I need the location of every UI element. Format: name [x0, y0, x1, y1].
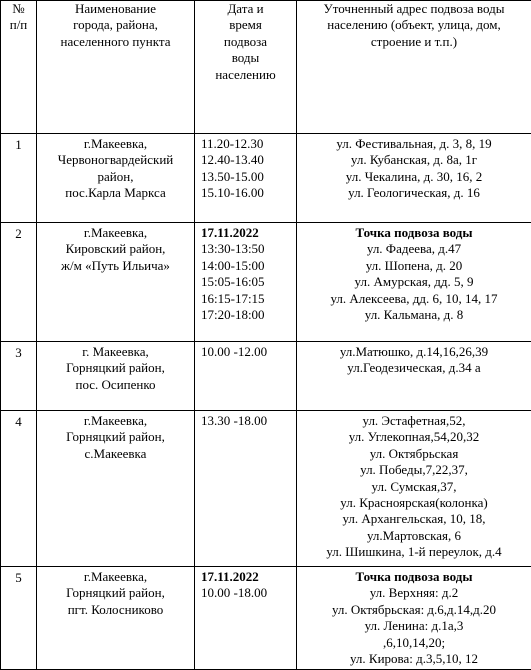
settlement-line: Горняцкий район, — [39, 360, 192, 376]
address-line: ул. Алексеева, дд. 6, 10, 14, 17 — [299, 291, 529, 307]
row-number — [1, 342, 37, 411]
address-line: ул.Матюшко, д.14,16,26,39 — [299, 344, 529, 360]
time-slot: 14:00-15:00 — [201, 258, 294, 274]
row-number-text: 5 — [15, 570, 22, 585]
row-address — [297, 134, 531, 223]
settlement-line: пгт. Колосниково — [39, 602, 192, 618]
delivery-date: 17.11.2022 — [201, 225, 294, 241]
address-line: ул. Октябрьская — [299, 446, 529, 462]
address-line: ул. Чекалина, д. 30, 16, 2 — [299, 169, 529, 185]
time-slot: 13.30 -18.00 — [201, 413, 294, 429]
settlement-line: г.Макеевка, — [39, 569, 192, 585]
address-line: ул. Кальмана, д. 8 — [299, 307, 529, 323]
address-line: ул. Шишкина, 1-й переулок, д.4 — [299, 544, 529, 560]
row-address — [297, 411, 531, 567]
settlement-line: пос.Карла Маркса — [39, 185, 192, 201]
settlement-line: г.Макеевка, — [39, 413, 192, 429]
address-line: ул. Архангельская, 10, 18, — [299, 511, 529, 527]
header-num — [1, 1, 37, 134]
header-address — [297, 1, 531, 134]
settlement-line: Червоногвардейский — [39, 152, 192, 168]
settlement-line: пос. Осипенко — [39, 377, 192, 393]
address-line: ул. Верхняя: д.2 — [299, 585, 529, 601]
row-number — [1, 411, 37, 567]
row-address — [297, 567, 531, 670]
address-line: ул. Ленина: д.1а,3 — [299, 618, 529, 634]
table-row — [1, 223, 531, 342]
time-slot: 13:30-13:50 — [201, 241, 294, 257]
address-line: ул. Красноярская(колонка) — [299, 495, 529, 511]
settlement-line: район, — [39, 169, 192, 185]
settlement-line: г. Макеевка, — [39, 344, 192, 360]
address-line: ул. Амурская, дд. 5, 9 — [299, 274, 529, 290]
row-delivery-time — [195, 223, 297, 342]
header-name-text: Наименование города, района, населенного пункта — [60, 1, 170, 49]
time-slot: 10.00 -12.00 — [201, 344, 294, 360]
delivery-date: 17.11.2022 — [201, 569, 294, 585]
address-line: ул. Шопена, д. 20 — [299, 258, 529, 274]
row-number-text: 1 — [15, 137, 22, 152]
time-slot: 16:15-17:15 — [201, 291, 294, 307]
table-header-row — [1, 1, 531, 134]
row-address — [297, 342, 531, 411]
address-line: ул. Геологическая, д. 16 — [299, 185, 529, 201]
address-line: ул. Октябрьская: д.6,д.14,д.20 — [299, 602, 529, 618]
address-line: ул. Сумская,37, — [299, 479, 529, 495]
row-number-text: 3 — [15, 345, 22, 360]
address-line: ул. Углекопная,54,20,32 — [299, 429, 529, 445]
row-number — [1, 134, 37, 223]
address-line: ул. Эстафетная,52, — [299, 413, 529, 429]
header-name — [37, 1, 195, 134]
row-delivery-time — [195, 342, 297, 411]
time-slot: 10.00 -18.00 — [201, 585, 294, 601]
settlement-line: Кировский район, — [39, 241, 192, 257]
table-row — [1, 342, 531, 411]
table-row — [1, 567, 531, 670]
table-row — [1, 411, 531, 567]
address-line: ул. Фестивальная, д. 3, 8, 19 — [299, 136, 529, 152]
time-slot: 17:20-18:00 — [201, 307, 294, 323]
time-slot: 13.50-15.00 — [201, 169, 294, 185]
address-line: ул. Победы,7,22,37, — [299, 462, 529, 478]
address-line: ул. Фадеева, д.47 — [299, 241, 529, 257]
row-number-text: 2 — [15, 226, 22, 241]
settlement-line: Горняцкий район, — [39, 585, 192, 601]
header-datetime-text: Дата и время подвоза воды населению — [215, 1, 275, 82]
row-delivery-time — [195, 134, 297, 223]
row-number — [1, 567, 37, 670]
delivery-point-title: Точка подвоза воды — [299, 569, 529, 585]
row-settlement — [37, 134, 195, 223]
row-settlement — [37, 567, 195, 670]
row-address — [297, 223, 531, 342]
time-slot: 12.40-13.40 — [201, 152, 294, 168]
time-slot: 15.10-16.00 — [201, 185, 294, 201]
header-address-text: Уточненный адрес подвоза воды населению (объект, улица, дом, строение и т.п.) — [324, 1, 505, 49]
row-number-text: 4 — [15, 414, 22, 429]
settlement-line: ж/м «Путь Ильича» — [39, 258, 192, 274]
row-delivery-time — [195, 411, 297, 567]
time-slot: 15:05-16:05 — [201, 274, 294, 290]
address-line: ,6,10,14,20; — [299, 635, 529, 651]
row-delivery-time — [195, 567, 297, 670]
address-line: ул. Кирова: д.3,5,10, 12 — [299, 651, 529, 667]
settlement-line: г.Макеевка, — [39, 225, 192, 241]
settlement-line: с.Макеевка — [39, 446, 192, 462]
address-line: ул. Кубанская, д. 8а, 1г — [299, 152, 529, 168]
delivery-point-title: Точка подвоза воды — [299, 225, 529, 241]
settlement-line: г.Макеевка, — [39, 136, 192, 152]
row-settlement — [37, 223, 195, 342]
address-line: ул.Геодезическая, д.34 а — [299, 360, 529, 376]
header-datetime — [195, 1, 297, 134]
settlement-line: Горняцкий район, — [39, 429, 192, 445]
header-num-text: № п/п — [10, 1, 28, 32]
row-settlement — [37, 411, 195, 567]
row-settlement — [37, 342, 195, 411]
table-row — [1, 134, 531, 223]
row-number — [1, 223, 37, 342]
time-slot: 11.20-12.30 — [201, 136, 294, 152]
address-line: ул.Мартовская, 6 — [299, 528, 529, 544]
